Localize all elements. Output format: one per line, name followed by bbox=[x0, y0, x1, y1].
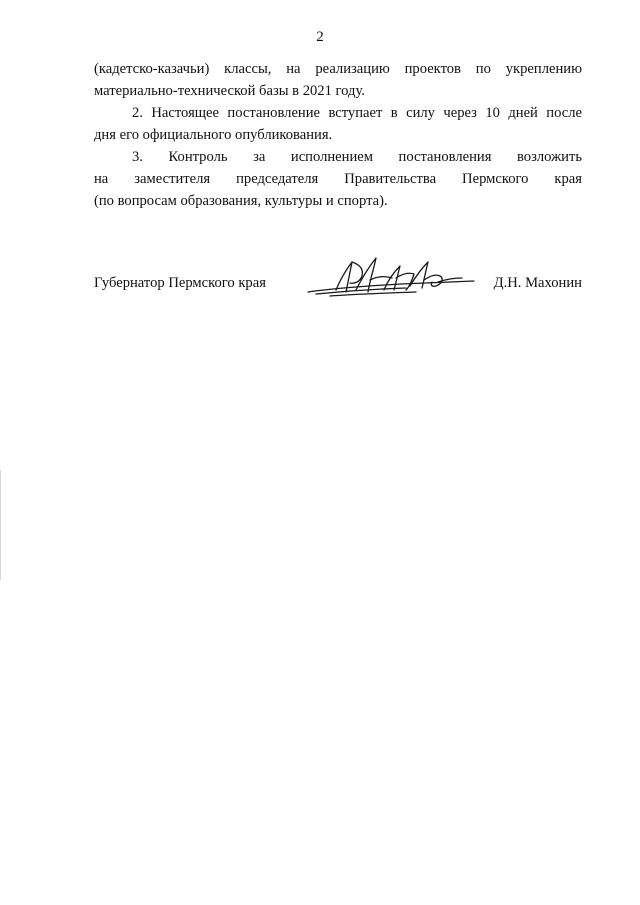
scan-edge-mark bbox=[0, 470, 1, 580]
signer-title: Губернатор Пермского края bbox=[94, 275, 266, 291]
page-number: 2 bbox=[316, 29, 324, 45]
signature-block bbox=[94, 272, 582, 302]
paragraph-item-3-line-1: 3. Контроль за исполнением постановления возложить bbox=[132, 149, 582, 165]
paragraph-item-2-line-2: дня его официального опубликования. bbox=[94, 127, 333, 143]
paragraph-continuation-line-2: материально-технической базы в 2021 году. bbox=[94, 83, 365, 99]
paragraph-continuation-line-1: (кадетско-казачьи) классы, на реализацию проектов по укреплению bbox=[94, 61, 582, 77]
paragraph-item-3-line-2: на заместителя председателя Правительства Пермского края bbox=[94, 171, 582, 187]
handwritten-signature bbox=[306, 250, 476, 302]
paragraph-item-2-line-1: 2. Настоящее постановление вступает в силу через 10 дней после bbox=[132, 105, 582, 121]
paragraph-item-3-line-3: (по вопросам образования, культуры и спорта). bbox=[94, 193, 388, 209]
document-body bbox=[94, 58, 582, 212]
signer-name: Д.Н. Махонин bbox=[493, 275, 582, 291]
